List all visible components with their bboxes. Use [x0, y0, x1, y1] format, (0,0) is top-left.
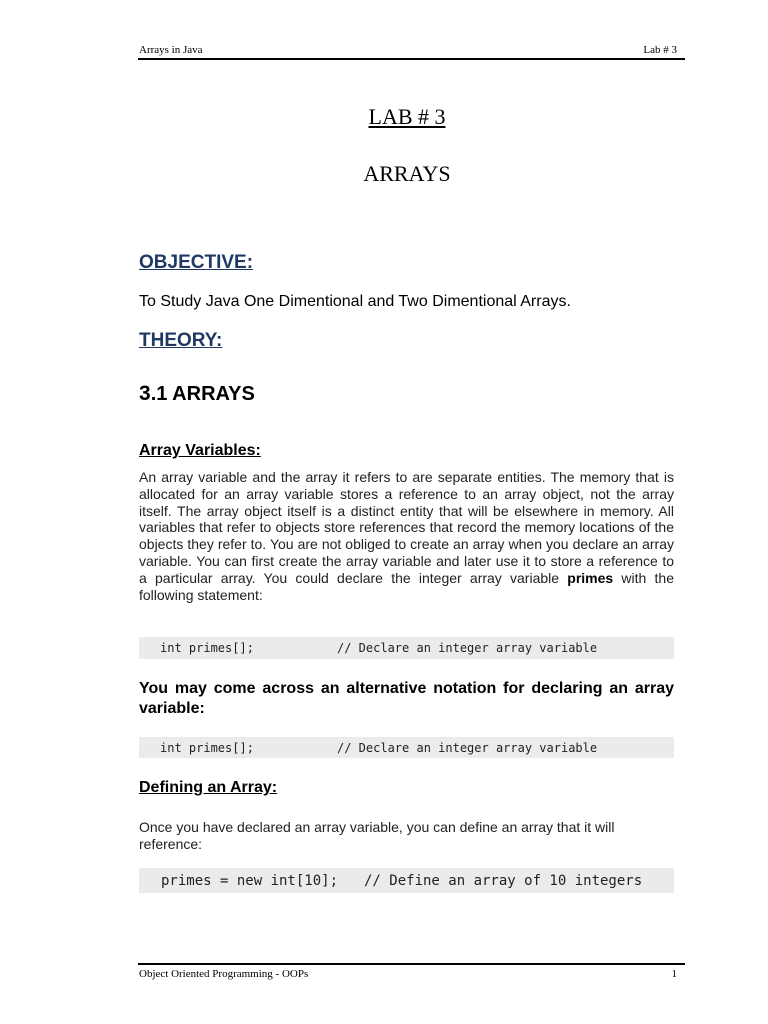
array-variables-heading: Array Variables:	[139, 442, 261, 459]
code-block-alternative	[139, 737, 674, 758]
section-heading	[139, 382, 255, 406]
header-left-text: Arrays in Java	[139, 44, 203, 56]
code-statement: int primes[];	[160, 641, 254, 655]
alternative-notation-text: You may come across an alternative notation for declaring an array variable:	[139, 680, 674, 717]
header-right-text: Lab # 3	[643, 44, 677, 56]
header-rule	[138, 58, 685, 60]
code-statement: primes = new int[10];	[161, 872, 339, 889]
objective-text: To Study Java One Dimentional and Two Dimentional Arrays.	[139, 293, 571, 310]
section-number-title: .1 ARRAYS	[150, 383, 255, 405]
primes-bold-word: primes	[567, 569, 614, 586]
paragraph-text-before: An array variable and the array it refers to are separate entities. The memory that is allocated for an array variable stores a reference to an array object, not the array itself. The array object itself is a distinct entity that will be elsewhere in memory. All variables that refer to objects store references that record the memory locations of the objects they refer to. You are not obliged to create an array when you declare an array variable. You can first create the array variable and later use it to store a reference to a particular array. You could declare the integer array variable	[139, 469, 674, 586]
paragraph-text-after: with the following statement:	[139, 569, 675, 603]
code-comment: // Declare an integer array variable	[337, 740, 598, 755]
theory-heading: THEORY:	[139, 330, 223, 351]
code-comment: // Declare an integer array variable	[337, 641, 598, 655]
objective-heading: OBJECTIVE:	[139, 252, 254, 273]
code-block-declare	[139, 637, 674, 659]
page-number: 1	[671, 968, 677, 980]
defining-array-paragraph: Once you have declared an array variable, you can define an array that it will reference:	[139, 819, 615, 852]
page-title: ARRAYS	[363, 161, 451, 186]
defining-array-heading: Defining an Array:	[139, 779, 278, 796]
section-number-digit: 3	[139, 382, 151, 405]
code-statement: int primes[];	[160, 740, 254, 755]
code-comment: // Define an array of 10 integers	[364, 872, 643, 889]
lab-title: LAB # 3	[368, 104, 446, 129]
footer-left-text: Object Oriented Programming - OOPs	[139, 968, 309, 980]
array-variables-paragraph	[139, 469, 674, 603]
footer-rule	[138, 963, 685, 965]
code-block-define	[139, 868, 674, 893]
